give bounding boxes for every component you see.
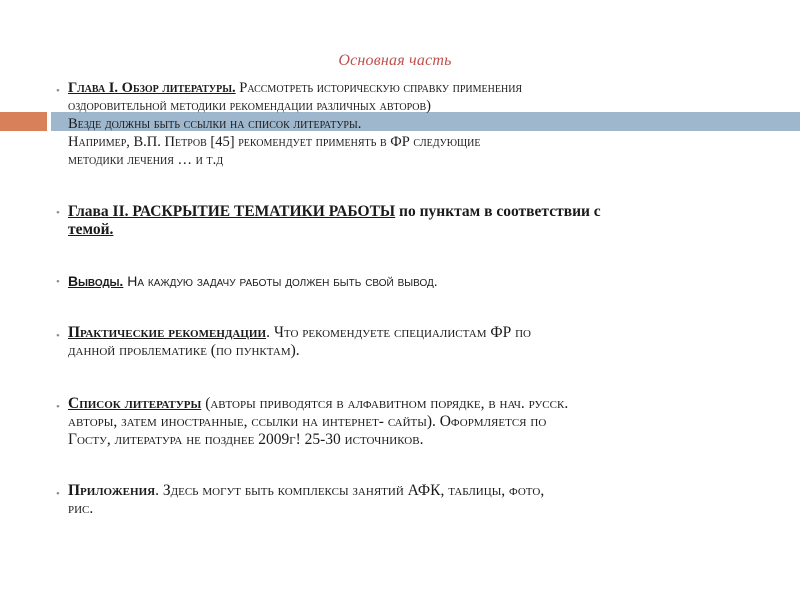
chapter-2-rest: по пунктам в соответствии с bbox=[395, 203, 601, 220]
references-text bbox=[68, 395, 756, 449]
references-rest: (авторы приводятся в алфавитном порядке, в нач. русск. bbox=[201, 395, 569, 412]
recommendations-heading: Практические рекомендации bbox=[68, 324, 267, 341]
chapter-1-line-2: оздоровительной методики рекомендации различных авторов) bbox=[68, 98, 431, 114]
references-line-2: авторы, затем иностранные, ссылки на интернет- сайты). Оформляется по bbox=[68, 413, 547, 430]
chapter-1-line-4: Например, В.П. Петров [45] рекомендует применять в ФР следующие bbox=[68, 134, 481, 150]
conclusions-rest: На каждую задачу работы должен быть свой вывод. bbox=[123, 273, 438, 289]
appendices-line-2: рис. bbox=[68, 500, 94, 517]
bullet-icon: • bbox=[56, 207, 60, 219]
recommendations-text bbox=[68, 324, 756, 360]
list-item-appendices bbox=[56, 482, 756, 518]
recommendations-line-2: данной проблематике (по пунктам). bbox=[68, 342, 300, 359]
slide-title: Основная часть bbox=[338, 52, 452, 69]
bullet-icon: • bbox=[56, 330, 60, 342]
chapter-2-heading: Глава II. РАСКРЫТИЕ ТЕМАТИКИ РАБОТЫ bbox=[68, 203, 396, 220]
bullet-icon: • bbox=[56, 276, 60, 288]
list-item-chapter-1 bbox=[56, 79, 756, 169]
list-item-chapter-2 bbox=[56, 203, 756, 239]
conclusions-heading: Выводы. bbox=[68, 273, 124, 289]
chapter-1-text bbox=[68, 79, 756, 169]
conclusions-text bbox=[68, 272, 756, 290]
list-item-conclusions bbox=[56, 272, 756, 290]
recommendations-rest: . Что рекомендуете специалистам ФР по bbox=[266, 324, 531, 341]
appendices-rest: . Здесь могут быть комплексы занятий АФК, таблицы, фото, bbox=[155, 482, 545, 499]
appendices-text bbox=[68, 482, 756, 518]
chapter-1-line-3: Везде должны быть ссылки на список литературы. bbox=[68, 116, 362, 132]
chapter-1-line-1: Рассмотреть историческую справку применения bbox=[235, 80, 523, 96]
list-item-recommendations bbox=[56, 324, 756, 360]
chapter-1-line-5: методики лечения … и т.д bbox=[68, 152, 224, 168]
chapter-1-heading: Глава I. Обзор литературы. bbox=[68, 80, 236, 96]
bullet-icon: • bbox=[56, 488, 60, 500]
appendices-heading: Приложения bbox=[68, 482, 156, 499]
list-item-references bbox=[56, 395, 756, 449]
references-heading: Список литературы bbox=[68, 395, 202, 412]
chapter-2-text bbox=[68, 203, 756, 239]
bullet-icon: • bbox=[56, 401, 60, 413]
references-line-3: Госту, литература не позднее 2009г! 25-30 источников. bbox=[68, 431, 424, 448]
orange-accent-band bbox=[0, 112, 47, 131]
chapter-2-line-2: темой. bbox=[68, 221, 114, 238]
bullet-icon: • bbox=[56, 85, 60, 97]
